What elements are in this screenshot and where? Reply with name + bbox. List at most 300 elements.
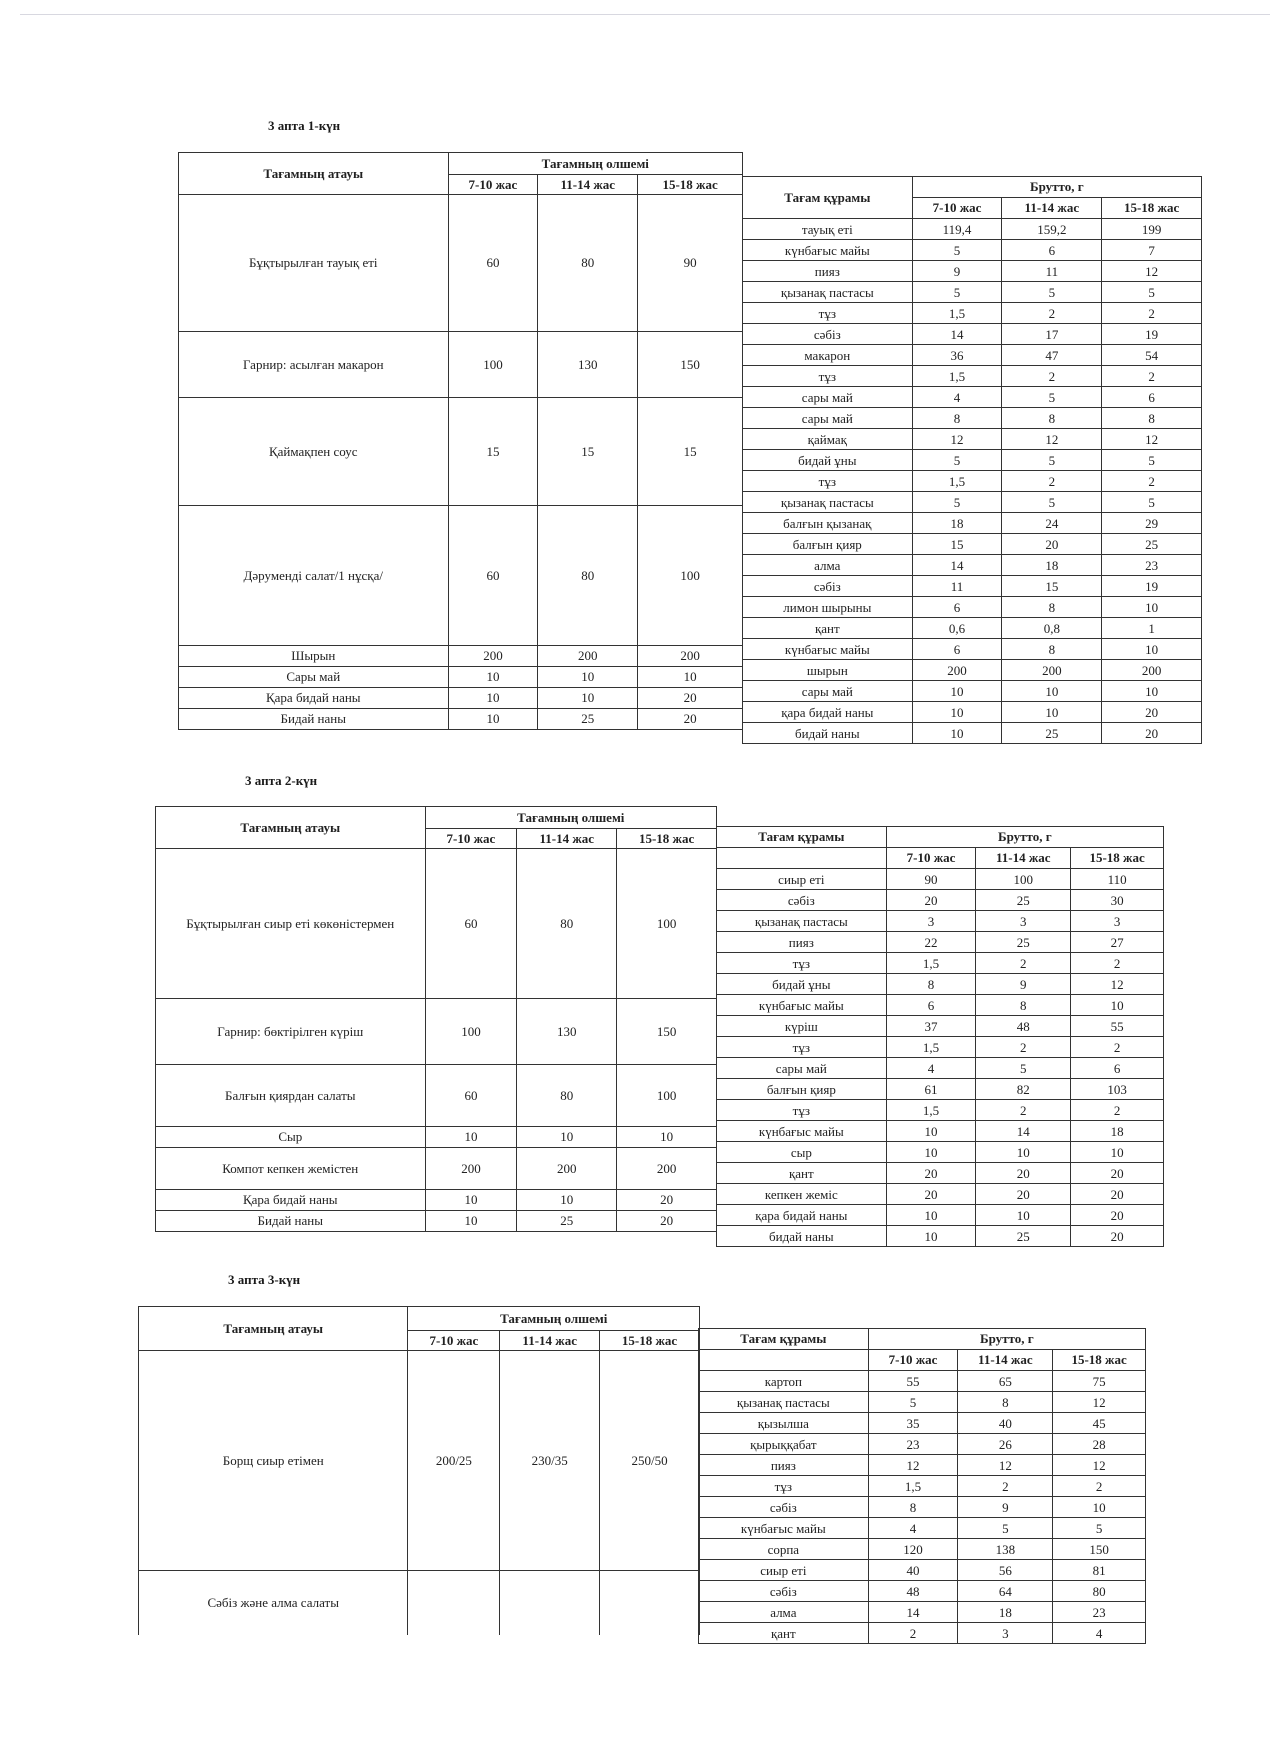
ingredient-gross: 61 — [886, 1079, 976, 1100]
ingredient-gross: 27 — [1071, 932, 1164, 953]
ingredient-name: күнбағыс майы — [717, 995, 887, 1016]
ingredient-gross: 8 — [958, 1392, 1053, 1413]
ingredient-gross: 40 — [958, 1413, 1053, 1434]
dish-name: Бидай наны — [156, 1211, 426, 1232]
dish-row — [156, 999, 717, 1065]
ingredient-gross: 26 — [958, 1434, 1053, 1455]
ingredient-gross: 6 — [886, 995, 976, 1016]
dish-portion: 230/35 — [500, 1351, 600, 1571]
dish-row — [156, 849, 717, 999]
ingredient-gross: 28 — [1053, 1434, 1146, 1455]
ingredient-name: сәбiз — [743, 324, 913, 345]
ingredient-name: шырын — [743, 660, 913, 681]
ingredient-row — [743, 324, 1202, 345]
ingredient-gross: 20 — [886, 1184, 976, 1205]
ingredient-gross: 25 — [976, 932, 1071, 953]
ingredient-gross: 19 — [1102, 324, 1202, 345]
dish-portion: 20 — [638, 688, 743, 709]
ingredient-row — [743, 471, 1202, 492]
ingredient-row — [717, 1121, 1164, 1142]
header-age: 7-10 жас — [886, 848, 976, 869]
ingredient-name: қаймақ — [743, 429, 913, 450]
ingredient-gross: 5 — [1002, 387, 1102, 408]
ingredient-name: қызанақ пастасы — [699, 1392, 869, 1413]
ingredient-gross: 10 — [1002, 702, 1102, 723]
ingredient-row — [699, 1497, 1146, 1518]
ingredient-gross: 20 — [976, 1163, 1071, 1184]
header-age: 7-10 жас — [912, 198, 1002, 219]
ingredient-gross: 2 — [958, 1476, 1053, 1497]
day-2-dishes-table — [155, 806, 717, 1232]
dish-name: Шырын — [179, 646, 449, 667]
dish-row — [156, 1148, 717, 1190]
dish-portion: 10 — [517, 1190, 617, 1211]
ingredient-name: сәбiз — [699, 1581, 869, 1602]
ingredient-name: қант — [717, 1163, 887, 1184]
ingredient-row — [743, 660, 1202, 681]
dish-portion: 100 — [638, 506, 743, 646]
ingredient-gross: 82 — [976, 1079, 1071, 1100]
ingredient-name: сиыр етi — [717, 869, 887, 890]
ingredient-gross: 100 — [976, 869, 1071, 890]
dish-portion: 150 — [617, 999, 717, 1065]
ingredient-row — [717, 1079, 1164, 1100]
ingredient-gross: 0,6 — [912, 618, 1002, 639]
dish-row — [156, 1190, 717, 1211]
dish-name: Қара бидай наны — [179, 688, 449, 709]
ingredient-name: қызанақ пастасы — [717, 911, 887, 932]
ingredient-gross: 10 — [1102, 597, 1202, 618]
ingredient-gross: 81 — [1053, 1560, 1146, 1581]
ingredient-row — [699, 1581, 1146, 1602]
dish-portion: 130 — [538, 332, 638, 398]
ingredient-name: тұз — [699, 1476, 869, 1497]
day-2-ingredients-table — [716, 826, 1164, 1247]
ingredient-gross: 10 — [886, 1205, 976, 1226]
dish-portion: 10 — [448, 688, 538, 709]
dish-name: Гарнир: асылған макарон — [179, 332, 449, 398]
ingredient-row — [743, 219, 1202, 240]
dish-portion: 200 — [448, 646, 538, 667]
ingredient-gross: 6 — [1102, 387, 1202, 408]
ingredient-gross: 12 — [912, 429, 1002, 450]
scan-edge-line — [20, 14, 1270, 15]
dish-portion: 100 — [617, 849, 717, 999]
ingredient-name: қант — [743, 618, 913, 639]
ingredient-gross: 2 — [1053, 1476, 1146, 1497]
ingredient-name: күрiш — [717, 1016, 887, 1037]
ingredient-row — [743, 597, 1202, 618]
ingredient-gross: 2 — [976, 1037, 1071, 1058]
day-3-dishes-table — [138, 1306, 700, 1635]
ingredient-gross: 138 — [958, 1539, 1053, 1560]
dish-portion: 150 — [638, 332, 743, 398]
ingredient-gross: 110 — [1071, 869, 1164, 890]
ingredient-gross: 18 — [1002, 555, 1102, 576]
ingredient-gross: 9 — [958, 1497, 1053, 1518]
header-gross: Брутто, г — [868, 1329, 1145, 1350]
dish-portion — [600, 1571, 700, 1635]
ingredient-gross: 6 — [912, 639, 1002, 660]
ingredient-name: балғын қияр — [743, 534, 913, 555]
dish-portion: 10 — [517, 1127, 617, 1148]
ingredient-gross: 12 — [1102, 261, 1202, 282]
ingredient-row — [699, 1623, 1146, 1644]
ingredient-gross: 35 — [868, 1413, 958, 1434]
ingredient-gross: 1 — [1102, 618, 1202, 639]
ingredient-row — [743, 639, 1202, 660]
dish-portion — [408, 1571, 500, 1635]
ingredient-row — [743, 429, 1202, 450]
ingredient-gross: 10 — [1071, 1142, 1164, 1163]
ingredient-gross: 4 — [1053, 1623, 1146, 1644]
dish-portion: 80 — [538, 195, 638, 332]
ingredient-gross: 40 — [868, 1560, 958, 1581]
ingredient-name: тұз — [717, 1100, 887, 1121]
ingredient-gross: 10 — [976, 1205, 1071, 1226]
ingredient-name: қызанақ пастасы — [743, 492, 913, 513]
dish-row — [179, 646, 743, 667]
ingredient-gross: 14 — [868, 1602, 958, 1623]
ingredient-gross: 23 — [1102, 555, 1202, 576]
ingredient-gross: 5 — [912, 492, 1002, 513]
ingredient-gross: 10 — [912, 702, 1002, 723]
dish-name: Сары май — [179, 667, 449, 688]
ingredient-row — [717, 1058, 1164, 1079]
ingredient-gross: 23 — [1053, 1602, 1146, 1623]
dish-portion: 15 — [638, 398, 743, 506]
ingredient-gross: 30 — [1071, 890, 1164, 911]
ingredient-row — [717, 1016, 1164, 1037]
ingredient-row — [717, 1205, 1164, 1226]
ingredient-gross: 80 — [1053, 1581, 1146, 1602]
ingredient-gross: 8 — [976, 995, 1071, 1016]
ingredient-name: сары май — [743, 387, 913, 408]
ingredient-gross: 2 — [1071, 1037, 1164, 1058]
ingredient-gross: 200 — [912, 660, 1002, 681]
header-portion: Тағамның олшемі — [425, 807, 716, 829]
header-age: 15-18 жас — [600, 1331, 700, 1351]
ingredient-name: қызылша — [699, 1413, 869, 1434]
day-1-title: 3 апта 1-күн — [268, 118, 341, 133]
ingredient-row — [743, 618, 1202, 639]
ingredient-gross: 65 — [958, 1371, 1053, 1392]
ingredient-row — [717, 1100, 1164, 1121]
ingredient-gross: 10 — [1053, 1497, 1146, 1518]
ingredient-gross: 23 — [868, 1434, 958, 1455]
ingredient-name: бидай наны — [743, 723, 913, 744]
ingredient-row — [743, 702, 1202, 723]
ingredient-gross: 14 — [912, 555, 1002, 576]
header-composition-blank — [717, 848, 887, 869]
ingredient-name: бидай ұны — [717, 974, 887, 995]
header-age: 11-14 жас — [1002, 198, 1102, 219]
ingredient-row — [699, 1455, 1146, 1476]
ingredient-gross: 10 — [1102, 639, 1202, 660]
header-age: 7-10 жас — [448, 175, 538, 195]
ingredient-gross: 12 — [1053, 1455, 1146, 1476]
ingredient-gross: 8 — [868, 1497, 958, 1518]
dish-portion: 20 — [617, 1190, 717, 1211]
ingredient-gross: 5 — [1102, 450, 1202, 471]
ingredient-gross: 7 — [1102, 240, 1202, 261]
dish-row — [179, 709, 743, 730]
ingredient-name: тауық етi — [743, 219, 913, 240]
ingredient-name: күнбағыс майы — [699, 1518, 869, 1539]
ingredient-name: бидай наны — [717, 1226, 887, 1247]
ingredient-gross: 200 — [1002, 660, 1102, 681]
ingredient-row — [717, 1163, 1164, 1184]
dish-name: Бұқтырылған сиыр етi көкөнiстермен — [156, 849, 426, 999]
ingredient-name: тұз — [743, 366, 913, 387]
header-age: 7-10 жас — [408, 1331, 500, 1351]
dish-row — [179, 667, 743, 688]
ingredient-name: пияз — [699, 1455, 869, 1476]
ingredient-row — [699, 1413, 1146, 1434]
dish-row — [139, 1571, 700, 1635]
ingredient-gross: 10 — [886, 1121, 976, 1142]
dish-row — [156, 1211, 717, 1232]
ingredient-gross: 159,2 — [1002, 219, 1102, 240]
ingredient-name: тұз — [743, 303, 913, 324]
dish-portion: 200 — [425, 1148, 517, 1190]
ingredient-name: сары май — [717, 1058, 887, 1079]
ingredient-gross: 36 — [912, 345, 1002, 366]
ingredient-name: пияз — [717, 932, 887, 953]
dish-portion: 100 — [448, 332, 538, 398]
ingredient-gross: 150 — [1053, 1539, 1146, 1560]
dish-name: Дәрумендi салат/1 нұсқа/ — [179, 506, 449, 646]
day-2-title: 3 апта 2-күн — [245, 773, 318, 788]
ingredient-name: сорпа — [699, 1539, 869, 1560]
ingredient-gross: 5 — [1002, 450, 1102, 471]
ingredient-gross: 3 — [886, 911, 976, 932]
ingredient-row — [717, 932, 1164, 953]
ingredient-gross: 1,5 — [868, 1476, 958, 1497]
ingredient-row — [743, 408, 1202, 429]
ingredient-name: қара бидай наны — [717, 1205, 887, 1226]
ingredient-gross: 8 — [886, 974, 976, 995]
ingredient-row — [717, 995, 1164, 1016]
ingredient-name: тұз — [717, 1037, 887, 1058]
ingredient-gross: 2 — [1102, 471, 1202, 492]
ingredient-gross: 22 — [886, 932, 976, 953]
header-age: 15-18 жас — [617, 829, 717, 849]
ingredient-gross: 64 — [958, 1581, 1053, 1602]
ingredient-gross: 14 — [976, 1121, 1071, 1142]
ingredient-gross: 4 — [912, 387, 1002, 408]
ingredient-name: лимон шырыны — [743, 597, 913, 618]
dish-portion: 100 — [617, 1065, 717, 1127]
ingredient-name: қызанақ пастасы — [743, 282, 913, 303]
ingredient-gross: 20 — [1071, 1205, 1164, 1226]
ingredient-gross: 19 — [1102, 576, 1202, 597]
ingredient-gross: 10 — [1102, 681, 1202, 702]
dish-portion: 10 — [448, 667, 538, 688]
ingredient-name: қара бидай наны — [743, 702, 913, 723]
ingredient-name: алма — [699, 1602, 869, 1623]
header-age: 11-14 жас — [538, 175, 638, 195]
ingredient-row — [717, 1037, 1164, 1058]
ingredient-gross: 55 — [1071, 1016, 1164, 1037]
ingredient-row — [743, 345, 1202, 366]
ingredient-gross: 12 — [1002, 429, 1102, 450]
ingredient-gross: 25 — [1002, 723, 1102, 744]
ingredient-row — [743, 492, 1202, 513]
dish-portion: 60 — [448, 195, 538, 332]
ingredient-gross: 8 — [1102, 408, 1202, 429]
ingredient-row — [699, 1602, 1146, 1623]
dish-name: Сәбiз және алма салаты — [139, 1571, 408, 1635]
ingredient-gross: 20 — [886, 890, 976, 911]
ingredient-gross: 20 — [1071, 1163, 1164, 1184]
header-composition: Тағам құрамы — [743, 177, 913, 219]
ingredient-row — [743, 513, 1202, 534]
ingredient-gross: 1,5 — [886, 1037, 976, 1058]
ingredient-gross: 47 — [1002, 345, 1102, 366]
ingredient-row — [699, 1434, 1146, 1455]
ingredient-gross: 25 — [976, 1226, 1071, 1247]
ingredient-name: сәбiз — [717, 890, 887, 911]
day-1-ingredients-table — [742, 176, 1202, 744]
dish-name: Қара бидай наны — [156, 1190, 426, 1211]
ingredient-gross: 2 — [1071, 953, 1164, 974]
ingredient-row — [717, 974, 1164, 995]
ingredient-gross: 12 — [868, 1455, 958, 1476]
ingredient-name: қант — [699, 1623, 869, 1644]
ingredient-gross: 18 — [1071, 1121, 1164, 1142]
ingredient-gross: 10 — [912, 723, 1002, 744]
ingredient-gross: 10 — [976, 1142, 1071, 1163]
dish-portion: 25 — [538, 709, 638, 730]
ingredient-name: тұз — [717, 953, 887, 974]
dish-row — [179, 332, 743, 398]
header-composition: Тағам құрамы — [717, 827, 887, 848]
ingredient-row — [717, 1226, 1164, 1247]
ingredient-rows — [717, 869, 1164, 1247]
ingredient-gross: 45 — [1053, 1413, 1146, 1434]
ingredient-gross: 5 — [912, 450, 1002, 471]
ingredient-gross: 12 — [1102, 429, 1202, 450]
ingredient-gross: 10 — [1002, 681, 1102, 702]
dish-portion: 200 — [517, 1148, 617, 1190]
header-age: 11-14 жас — [976, 848, 1071, 869]
ingredient-name: бидай ұны — [743, 450, 913, 471]
dish-portion: 200 — [638, 646, 743, 667]
ingredient-row — [699, 1518, 1146, 1539]
ingredient-gross: 10 — [886, 1226, 976, 1247]
ingredient-name: сәбiз — [699, 1497, 869, 1518]
header-age: 11-14 жас — [958, 1350, 1053, 1371]
ingredient-gross: 17 — [1002, 324, 1102, 345]
ingredient-gross: 2 — [1102, 366, 1202, 387]
ingredient-gross: 1,5 — [912, 303, 1002, 324]
ingredient-gross: 2 — [976, 953, 1071, 974]
header-dish-name: Тағамның атауы — [156, 807, 426, 849]
dish-portion: 10 — [425, 1211, 517, 1232]
ingredient-gross: 56 — [958, 1560, 1053, 1581]
ingredient-gross: 5 — [958, 1518, 1053, 1539]
dish-portion: 80 — [538, 506, 638, 646]
ingredient-gross: 10 — [886, 1142, 976, 1163]
ingredient-name: сиыр етi — [699, 1560, 869, 1581]
header-age: 7-10 жас — [425, 829, 517, 849]
ingredient-gross: 119,4 — [912, 219, 1002, 240]
ingredient-name: сары май — [743, 681, 913, 702]
header-age: 15-18 жас — [1071, 848, 1164, 869]
ingredient-gross: 3 — [958, 1623, 1053, 1644]
header-composition-blank — [699, 1350, 869, 1371]
ingredient-name: сыр — [717, 1142, 887, 1163]
ingredient-gross: 8 — [1002, 639, 1102, 660]
header-age: 11-14 жас — [500, 1331, 600, 1351]
ingredient-gross: 48 — [976, 1016, 1071, 1037]
ingredient-gross: 5 — [912, 240, 1002, 261]
dish-portion: 80 — [517, 849, 617, 999]
ingredient-gross: 200 — [1102, 660, 1202, 681]
ingredient-row — [699, 1476, 1146, 1497]
ingredient-gross: 12 — [1053, 1392, 1146, 1413]
ingredient-row — [743, 366, 1202, 387]
day-3-ingredients-table — [698, 1328, 1146, 1644]
ingredient-name: пияз — [743, 261, 913, 282]
ingredient-name: күнбағыс майы — [743, 639, 913, 660]
day-3-title: 3 апта 3-күн — [228, 1272, 301, 1287]
dish-name: Гарнир: бөктiрiлген күрiш — [156, 999, 426, 1065]
dish-portion: 20 — [638, 709, 743, 730]
ingredient-gross: 3 — [976, 911, 1071, 932]
ingredient-gross: 20 — [886, 1163, 976, 1184]
ingredient-gross: 37 — [886, 1016, 976, 1037]
ingredient-gross: 1,5 — [886, 1100, 976, 1121]
ingredient-gross: 29 — [1102, 513, 1202, 534]
dish-portion: 200 — [538, 646, 638, 667]
ingredient-row — [743, 303, 1202, 324]
ingredient-gross: 25 — [1102, 534, 1202, 555]
dish-portion: 250/50 — [600, 1351, 700, 1571]
ingredient-gross: 5 — [1102, 282, 1202, 303]
dish-portion: 200 — [617, 1148, 717, 1190]
header-gross: Брутто, г — [886, 827, 1163, 848]
ingredient-gross: 25 — [976, 890, 1071, 911]
dish-name: Сыр — [156, 1127, 426, 1148]
ingredient-gross: 2 — [1071, 1100, 1164, 1121]
ingredient-gross: 1,5 — [886, 953, 976, 974]
ingredient-gross: 20 — [1071, 1184, 1164, 1205]
dish-name: Бұқтырылған тауық еті — [179, 195, 449, 332]
ingredient-name: күнбағыс майы — [743, 240, 913, 261]
ingredient-row — [743, 555, 1202, 576]
dish-portion: 10 — [448, 709, 538, 730]
dish-name: Компот кепкен жемiстен — [156, 1148, 426, 1190]
ingredient-gross: 10 — [912, 681, 1002, 702]
header-portion: Тағамның олшемі — [408, 1307, 700, 1331]
ingredient-gross: 5 — [1053, 1518, 1146, 1539]
ingredient-name: қырыққабат — [699, 1434, 869, 1455]
header-gross: Брутто, г — [912, 177, 1201, 198]
ingredient-gross: 55 — [868, 1371, 958, 1392]
ingredient-row — [743, 723, 1202, 744]
ingredient-row — [699, 1371, 1146, 1392]
dish-portion: 100 — [425, 999, 517, 1065]
ingredient-row — [717, 953, 1164, 974]
ingredient-gross: 15 — [912, 534, 1002, 555]
ingredient-row — [743, 240, 1202, 261]
ingredient-gross: 18 — [912, 513, 1002, 534]
ingredient-gross: 9 — [976, 974, 1071, 995]
ingredient-name: тұз — [743, 471, 913, 492]
ingredient-gross: 2 — [1002, 366, 1102, 387]
